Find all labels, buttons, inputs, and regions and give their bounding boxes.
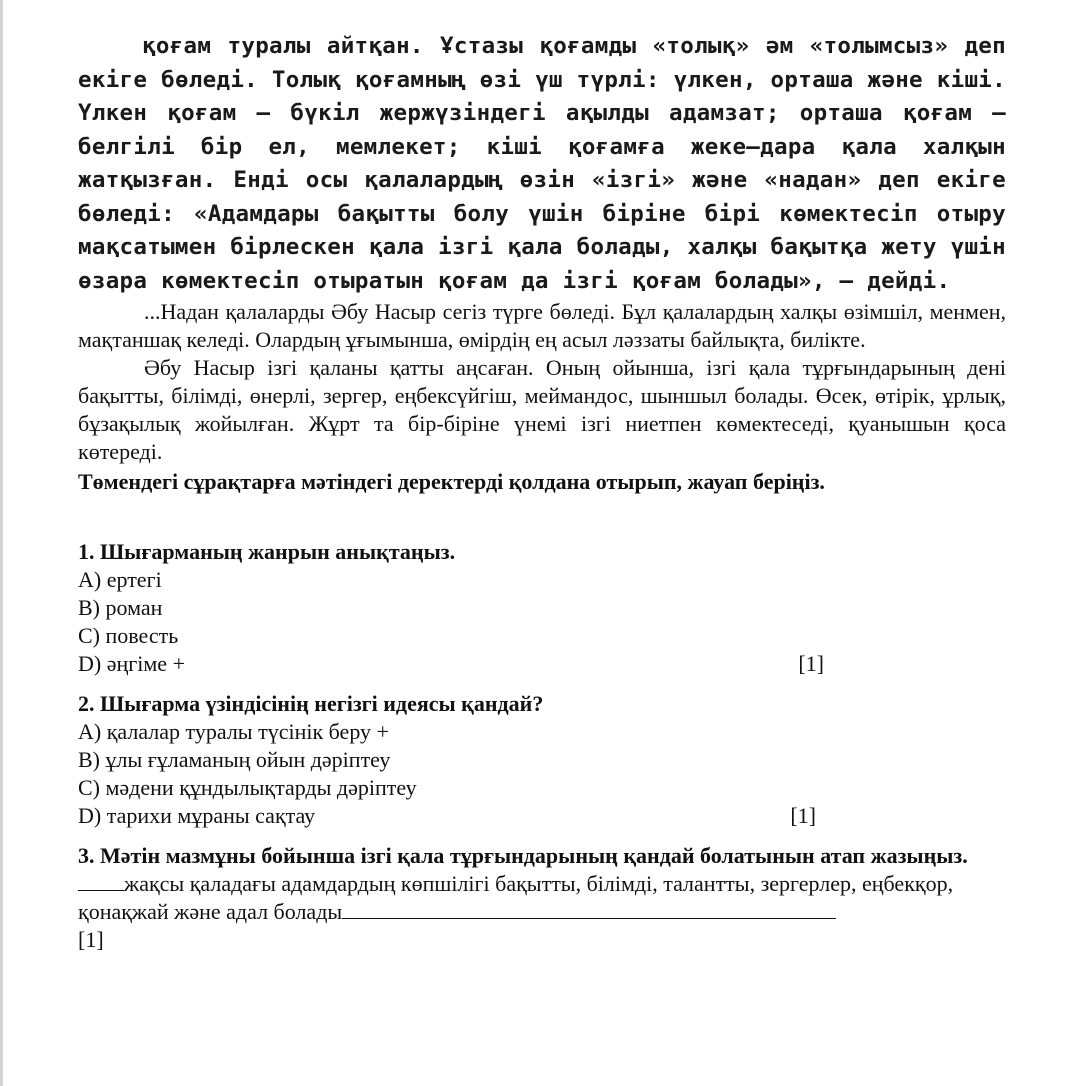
passage-printed [78,298,1006,954]
page-left-edge [0,0,3,1086]
document-page [78,30,1006,954]
passage-paragraph-1: қоғам туралы айтқан. Ұстазы қоғамды «толық» әм «толымсыз» деп екіге бөледі. Толық қоғамның өзі үш түрлі: үлкен, орташа және кіші. Үлкен қоғам – бүкіл жержүзіндегі ақылды адамзат; орташа қоғам — белгілі бір ел, мемлекет; кіші қоғамға жеке–дара қала халқын жатқызған. Енді осы қалалардың өзін «ізгі» және «надан» деп екіге бөледі: «Адамдары бақытты болу үшін біріне бірі көмектесіп отыру мақсатымен бірлескен қала ізгі қала болады, халқы бақытқа жету үшін өзара көмектесіп отыратын қоғам да ізгі қоғам болады», — дейді. [78,33,1006,294]
question-2-option-d: D) тарихи мұраны сақтау [78,803,316,828]
answer-blank-start[interactable] [78,872,124,891]
question-2-title: 2. Шығарма үзіндісінің негізгі идеясы қандай? [78,691,544,716]
question-3-answer-line [78,870,1006,926]
question-1-mark: [1] [798,651,824,676]
passage-paragraph-3: Әбу Насыр ізгі қаланы қатты аңсаған. Оның ойынша, ізгі қала тұрғындарының дені бақытты, білімді, өнерлі, зергер, еңбексүйгіш, меймандос, шыншыл болады. Өсек, өтірік, ұрлық, бұзақылық жойылған. Жұрт та бір-біріне үнемі ізгі ниетпен көмектеседі, қуанышын қоса көтереді. [78,355,1006,464]
question-1-option-a: A) ертегі [78,567,162,592]
question-1-option-c: C) повесть [78,623,179,648]
question-1-last-row [78,650,1006,678]
question-1-option-b: B) роман [78,595,163,620]
question-2-option-c: C) мәдени құндылықтарды дәріптеу [78,775,417,800]
question-3 [78,842,1006,954]
question-2-last-row [78,802,1006,830]
question-1 [78,538,1006,678]
question-2-mark: [1] [790,803,816,828]
question-1-option-d: D) әңгіме + [78,651,185,676]
answer-blank-end[interactable] [342,900,836,919]
question-3-mark: [1] [78,927,104,952]
question-2-option-a: A) қалалар туралы түсінік беру + [78,719,389,744]
passage-typewriter [78,30,1006,298]
instruction-text: Төмендегі сұрақтарға мәтіндегі деректерді қолдана отырып, жауап беріңіз. [78,469,825,494]
question-3-answer: жақсы қаладағы адамдардың көпшілігі бақытты, білімді, талантты, зергерлер, еңбекқор, қонақжай және адал болады [78,871,954,924]
question-1-title: 1. Шығарманың жанрын анықтаңыз. [78,539,456,564]
question-2 [78,690,1006,830]
passage-paragraph-2: ...Надан қалаларды Әбу Насыр сегіз түрге бөледі. Бұл қалалардың халқы өзімшіл, менмен, мақтаншақ келеді. Олардың ұғымынша, өмірдің ең асыл ләззаты байлықта, билікте. [78,299,1006,352]
question-3-title: 3. Мәтін мазмұны бойынша ізгі қала тұрғындарының қандай болатынын атап жазыңыз. [78,843,968,868]
question-2-option-b: B) ұлы ғұламаның ойын дәріптеу [78,747,391,772]
